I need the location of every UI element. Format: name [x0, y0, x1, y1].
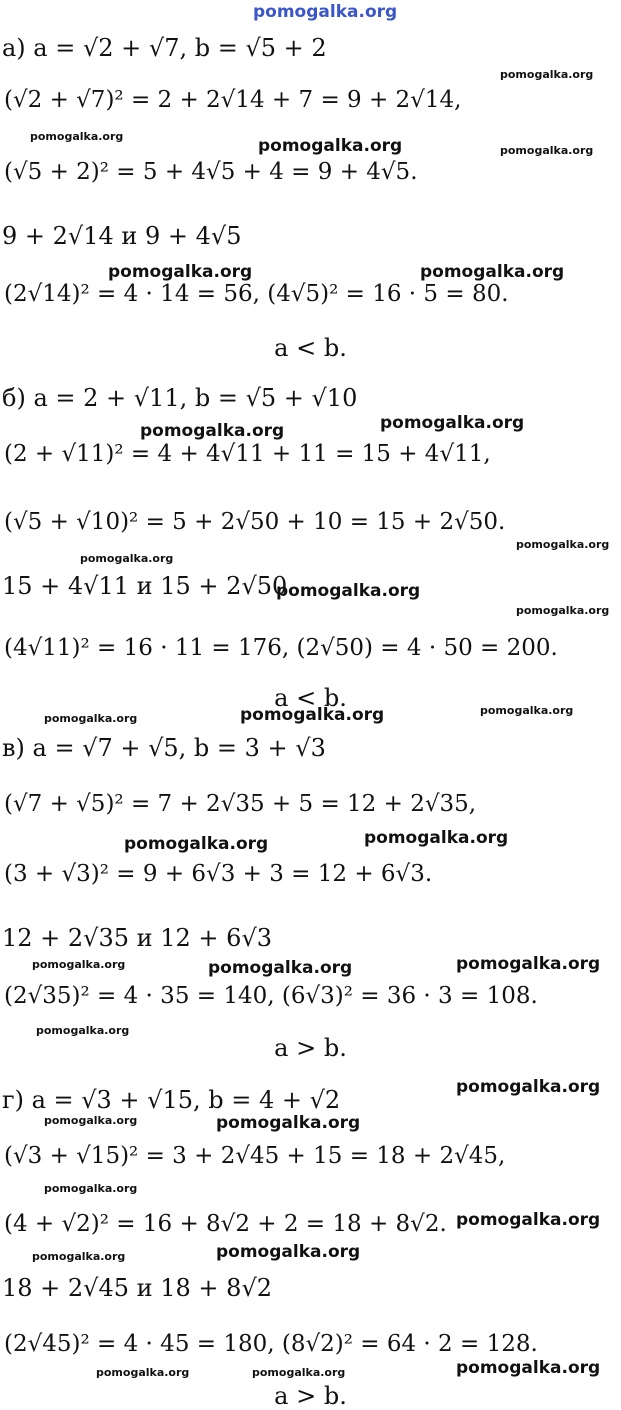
part-b-line2: (√5 + √10)² = 5 + 2√50 + 10 = 15 + 2√50. — [4, 509, 506, 535]
watermark: pomogalka.org — [44, 1182, 138, 1195]
watermark: pomogalka.org — [420, 262, 565, 282]
part-a-line2: (√5 + 2)² = 5 + 4√5 + 4 = 9 + 4√5. — [4, 159, 418, 185]
part-a-compare: 9 + 2√14 и 9 + 4√5 — [2, 222, 242, 250]
part-c-result: a > b. — [274, 1034, 347, 1062]
part-c-line1: (√7 + √5)² = 7 + 2√35 + 5 = 12 + 2√35, — [4, 791, 477, 817]
watermark: pomogalka.org — [276, 581, 421, 601]
part-c-squares: (2√35)² = 4 · 35 = 140, (6√3)² = 36 · 3 = 108. — [4, 983, 538, 1009]
part-d-header: г) a = √3 + √15, b = 4 + √2 — [2, 1086, 341, 1114]
part-b-header: б) a = 2 + √11, b = √5 + √10 — [2, 384, 358, 412]
part-a-header: а) a = √2 + √7, b = √5 + 2 — [2, 34, 327, 62]
watermark: pomogalka.org — [44, 1114, 138, 1127]
watermark: pomogalka.org — [516, 604, 610, 617]
watermark: pomogalka.org — [108, 262, 253, 282]
watermark: pomogalka.org — [44, 712, 138, 725]
part-b-compare: 15 + 4√11 и 15 + 2√50 — [2, 572, 288, 600]
part-a-line1: (√2 + √7)² = 2 + 2√14 + 7 = 9 + 2√14, — [4, 87, 462, 113]
part-c-compare: 12 + 2√35 и 12 + 6√3 — [2, 924, 272, 952]
part-d-squares: (2√45)² = 4 · 45 = 180, (8√2)² = 64 · 2 = 128. — [4, 1331, 538, 1357]
part-c-line2: (3 + √3)² = 9 + 6√3 + 3 = 12 + 6√3. — [4, 861, 433, 887]
watermark: pomogalka.org — [30, 130, 124, 143]
watermark: pomogalka.org — [456, 1077, 601, 1097]
watermark: pomogalka.org — [456, 1210, 601, 1230]
watermark: pomogalka.org — [480, 704, 574, 717]
watermark: pomogalka.org — [252, 1366, 346, 1379]
watermark: pomogalka.org — [456, 1358, 601, 1378]
watermark: pomogalka.org — [96, 1366, 190, 1379]
part-a-result: a < b. — [274, 334, 347, 362]
watermark: pomogalka.org — [208, 958, 353, 978]
watermark: pomogalka.org — [516, 538, 610, 551]
watermark: pomogalka.org — [36, 1024, 130, 1037]
watermark: pomogalka.org — [258, 136, 403, 156]
watermark: pomogalka.org — [216, 1242, 361, 1262]
watermark: pomogalka.org — [32, 958, 126, 971]
watermark-top: pomogalka.org — [253, 2, 398, 22]
watermark: pomogalka.org — [380, 413, 525, 433]
part-d-compare: 18 + 2√45 и 18 + 8√2 — [2, 1274, 272, 1302]
part-a-squares: (2√14)² = 4 · 14 = 56, (4√5)² = 16 · 5 = 80. — [4, 281, 509, 307]
watermark: pomogalka.org — [364, 828, 509, 848]
watermark: pomogalka.org — [80, 552, 174, 565]
watermark: pomogalka.org — [124, 834, 269, 854]
part-c-header: в) a = √7 + √5, b = 3 + √3 — [2, 734, 326, 762]
part-b-result: a < b. — [274, 684, 347, 712]
part-d-result: a > b. — [274, 1382, 347, 1410]
watermark: pomogalka.org — [500, 68, 594, 81]
watermark: pomogalka.org — [216, 1113, 361, 1133]
watermark: pomogalka.org — [500, 144, 594, 157]
part-b-line1: (2 + √11)² = 4 + 4√11 + 11 = 15 + 4√11, — [4, 441, 491, 467]
part-d-line1: (√3 + √15)² = 3 + 2√45 + 15 = 18 + 2√45, — [4, 1143, 506, 1169]
part-d-line2: (4 + √2)² = 16 + 8√2 + 2 = 18 + 8√2. — [4, 1211, 447, 1237]
watermark: pomogalka.org — [456, 954, 601, 974]
watermark: pomogalka.org — [240, 705, 385, 725]
watermark: pomogalka.org — [32, 1250, 126, 1263]
watermark: pomogalka.org — [140, 421, 285, 441]
part-b-squares: (4√11)² = 16 · 11 = 176, (2√50) = 4 · 50 = 200. — [4, 635, 558, 661]
